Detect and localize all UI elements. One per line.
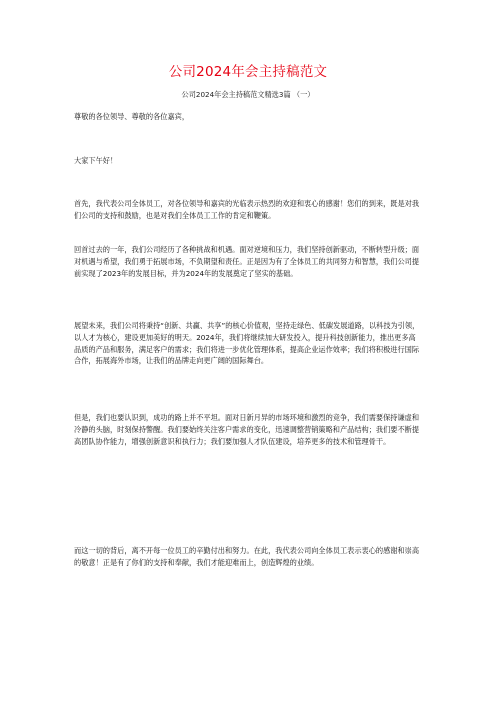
paragraph-thanks: 而这一切的背后，离不开每一位员工的辛勤付出和努力。在此，我代表公司向全体员工表示衷心的感谢和崇高的敬意！正是有了你们的支持和奉献，我们才能迎难而上，创造辉煌的业绩。 xyxy=(74,546,420,567)
paragraph-review: 回首过去的一年，我们公司经历了各种挑战和机遇。面对逆境和压力，我们坚持创新驱动，不断转型升级；面对机遇与希望，我们勇于拓展市场，不负期望和责任。正是因为有了全体员工的共同努力和智慧，我们公司提前实现了2023年的发展目标，并为2024年的发展奠定了坚实的基础。 xyxy=(74,245,420,278)
document-title: 公司2024年会主持稿范文 xyxy=(168,64,328,80)
paragraph-greeting: 大家下午好！ xyxy=(74,156,118,165)
paragraph-welcome: 首先，我代表公司全体员工，对各位领导和嘉宾的光临表示热烈的欢迎和衷心的感谢！您们的到来，既是对我们公司的支持和鼓励，也是对我们全体员工工作的肯定和鞭策。 xyxy=(74,199,420,220)
document-subtitle: 公司2024年会主持稿范文精选3篇 （一） xyxy=(181,90,315,99)
paragraph-outlook: 展望未来，我们公司将秉持“创新、共赢、共享”的核心价值观，坚持走绿色、低碳发展道路，以科技为引领，以人才为核心，建设更加美好的明天。2024年，我们将继续加大研发投入，提升科技创新能力，推出更多高品质的产品和服务，满足客户的需求；我们将进一步优化管理体系，提高企业运作效率；我们将积极进行国际合作，拓展海外市场，让我们的品牌走向更广阔的国际舞台。 xyxy=(74,321,420,366)
paragraph-challenges: 但是，我们也要认识到，成功的路上并不平坦。面对日新月异的市场环境和激烈的竞争，我们需要保持谦虚和冷静的头脑，时刻保持警醒。我们要始终关注客户需求的变化，迅速调整营销策略和产品结构；我们要不断提高团队协作能力，增强创新意识和执行力；我们要加强人才队伍建设，培养更多的技术和管理骨干。 xyxy=(74,413,420,446)
paragraph-salutation: 尊敬的各位领导、尊敬的各位嘉宾， xyxy=(74,112,190,121)
